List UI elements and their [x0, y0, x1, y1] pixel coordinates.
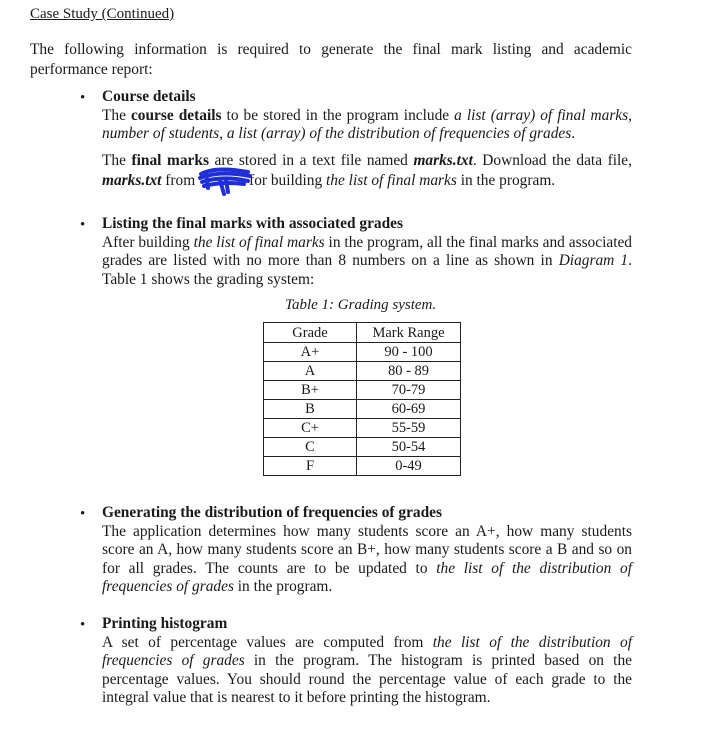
table-row [264, 362, 461, 381]
mark-range-cell: 80 - 89 [357, 362, 461, 381]
header-grade: Grade [264, 323, 357, 343]
section-listing [102, 215, 632, 289]
text-run: . Table 1 shows the grading system: [102, 252, 632, 288]
section-histogram [102, 615, 632, 708]
intro-paragraph: The following information is required to generate the final mark listing and academic performance report: [30, 41, 632, 78]
mark-range-cell: 70-79 [357, 381, 461, 400]
redaction-scribble-graphic [198, 166, 252, 196]
grade-cell: A+ [264, 343, 357, 362]
page-heading: Case Study (Continued) [30, 6, 175, 22]
bullet-distribution: • [80, 506, 86, 522]
bullet-histogram: • [80, 617, 86, 633]
mark-range-cell: 60-69 [357, 400, 461, 419]
mark-range-cell: 0-49 [357, 457, 461, 476]
section-title-course-details: Course details [102, 88, 196, 105]
grade-cell: C [264, 438, 357, 457]
section-title-histogram: Printing histogram [102, 615, 228, 632]
text-run: are stored in a text file named [208, 151, 414, 169]
table-row [264, 343, 461, 362]
bullet-course-details: • [80, 90, 86, 106]
grade-cell: C+ [264, 419, 357, 438]
text-run: for building [249, 172, 327, 189]
grading-table [263, 322, 461, 476]
table-row [264, 400, 461, 419]
text-run-italic: a list (array) of final marks, number of students, a list (array) of the distribution of frequencies of grades [102, 106, 632, 142]
histogram-paragraph [102, 634, 632, 708]
text-run: After building [102, 233, 194, 251]
section-title-listing: Listing the final marks with associated grades [102, 215, 403, 232]
text-run: in the program. [456, 172, 556, 189]
text-run: The application determines how many students score an A+, how many students score an A, how many students score an B+, how many students score a B and so on for all grades. The counts are to be updated to [102, 522, 632, 577]
listing-paragraph [102, 234, 632, 290]
text-run: . Download the data file, [472, 151, 632, 169]
section-distribution [102, 504, 632, 597]
redaction-scribble [200, 170, 248, 190]
text-run: . [571, 125, 576, 142]
text-run-italic: the list of final marks [326, 172, 457, 189]
mark-range-cell: 50-54 [357, 438, 461, 457]
text-run-italic: the list of the distribution of frequencies of grades [102, 559, 632, 595]
table-caption: Table 1: Grading system. [285, 297, 437, 313]
grade-cell: A [264, 362, 357, 381]
filename-marks-txt: marks.txt [102, 172, 162, 189]
table-header-row [264, 323, 461, 343]
text-run-italic: Diagram 1 [558, 252, 629, 269]
table-row [264, 381, 461, 400]
text-run: The [102, 151, 132, 169]
mark-range-cell: 55-59 [357, 419, 461, 438]
text-run-bold: course details [130, 106, 222, 124]
text-run-bold: final marks [131, 151, 209, 169]
bullet-listing: • [80, 217, 86, 233]
filename-marks-txt: marks.txt [413, 151, 473, 169]
table-row [264, 457, 461, 476]
course-details-paragraph-1 [102, 107, 632, 144]
text-run-italic: the list of final marks [193, 233, 325, 251]
table-row [264, 438, 461, 457]
text-run: The [102, 106, 131, 124]
text-run: in the program. The histogram is printed based on the percentage values. You should round the percentage value of each grade to the integral value that is nearest to it before printing the histogram. [102, 652, 632, 706]
header-mark-range: Mark Range [357, 323, 461, 343]
text-run: in the program. [233, 578, 333, 595]
distribution-paragraph [102, 523, 632, 597]
course-details-paragraph-2 [102, 152, 632, 191]
section-title-distribution: Generating the distribution of frequencies of grades [102, 504, 442, 521]
table-row [264, 419, 461, 438]
grade-cell: B+ [264, 381, 357, 400]
text-run-italic: the list of the distribution of frequencies of grades [102, 633, 632, 669]
grade-cell: B [264, 400, 357, 419]
grade-cell: F [264, 457, 357, 476]
text-run: from [161, 172, 200, 189]
text-run: in the program, all the final marks and associated grades are listed with no more than 8 numbers on a line as shown in [102, 233, 632, 269]
mark-range-cell: 90 - 100 [357, 343, 461, 362]
text-run: to be stored in the program include [221, 106, 455, 124]
section-course-details [102, 88, 632, 191]
text-run: A set of percentage values are computed from [102, 633, 433, 651]
